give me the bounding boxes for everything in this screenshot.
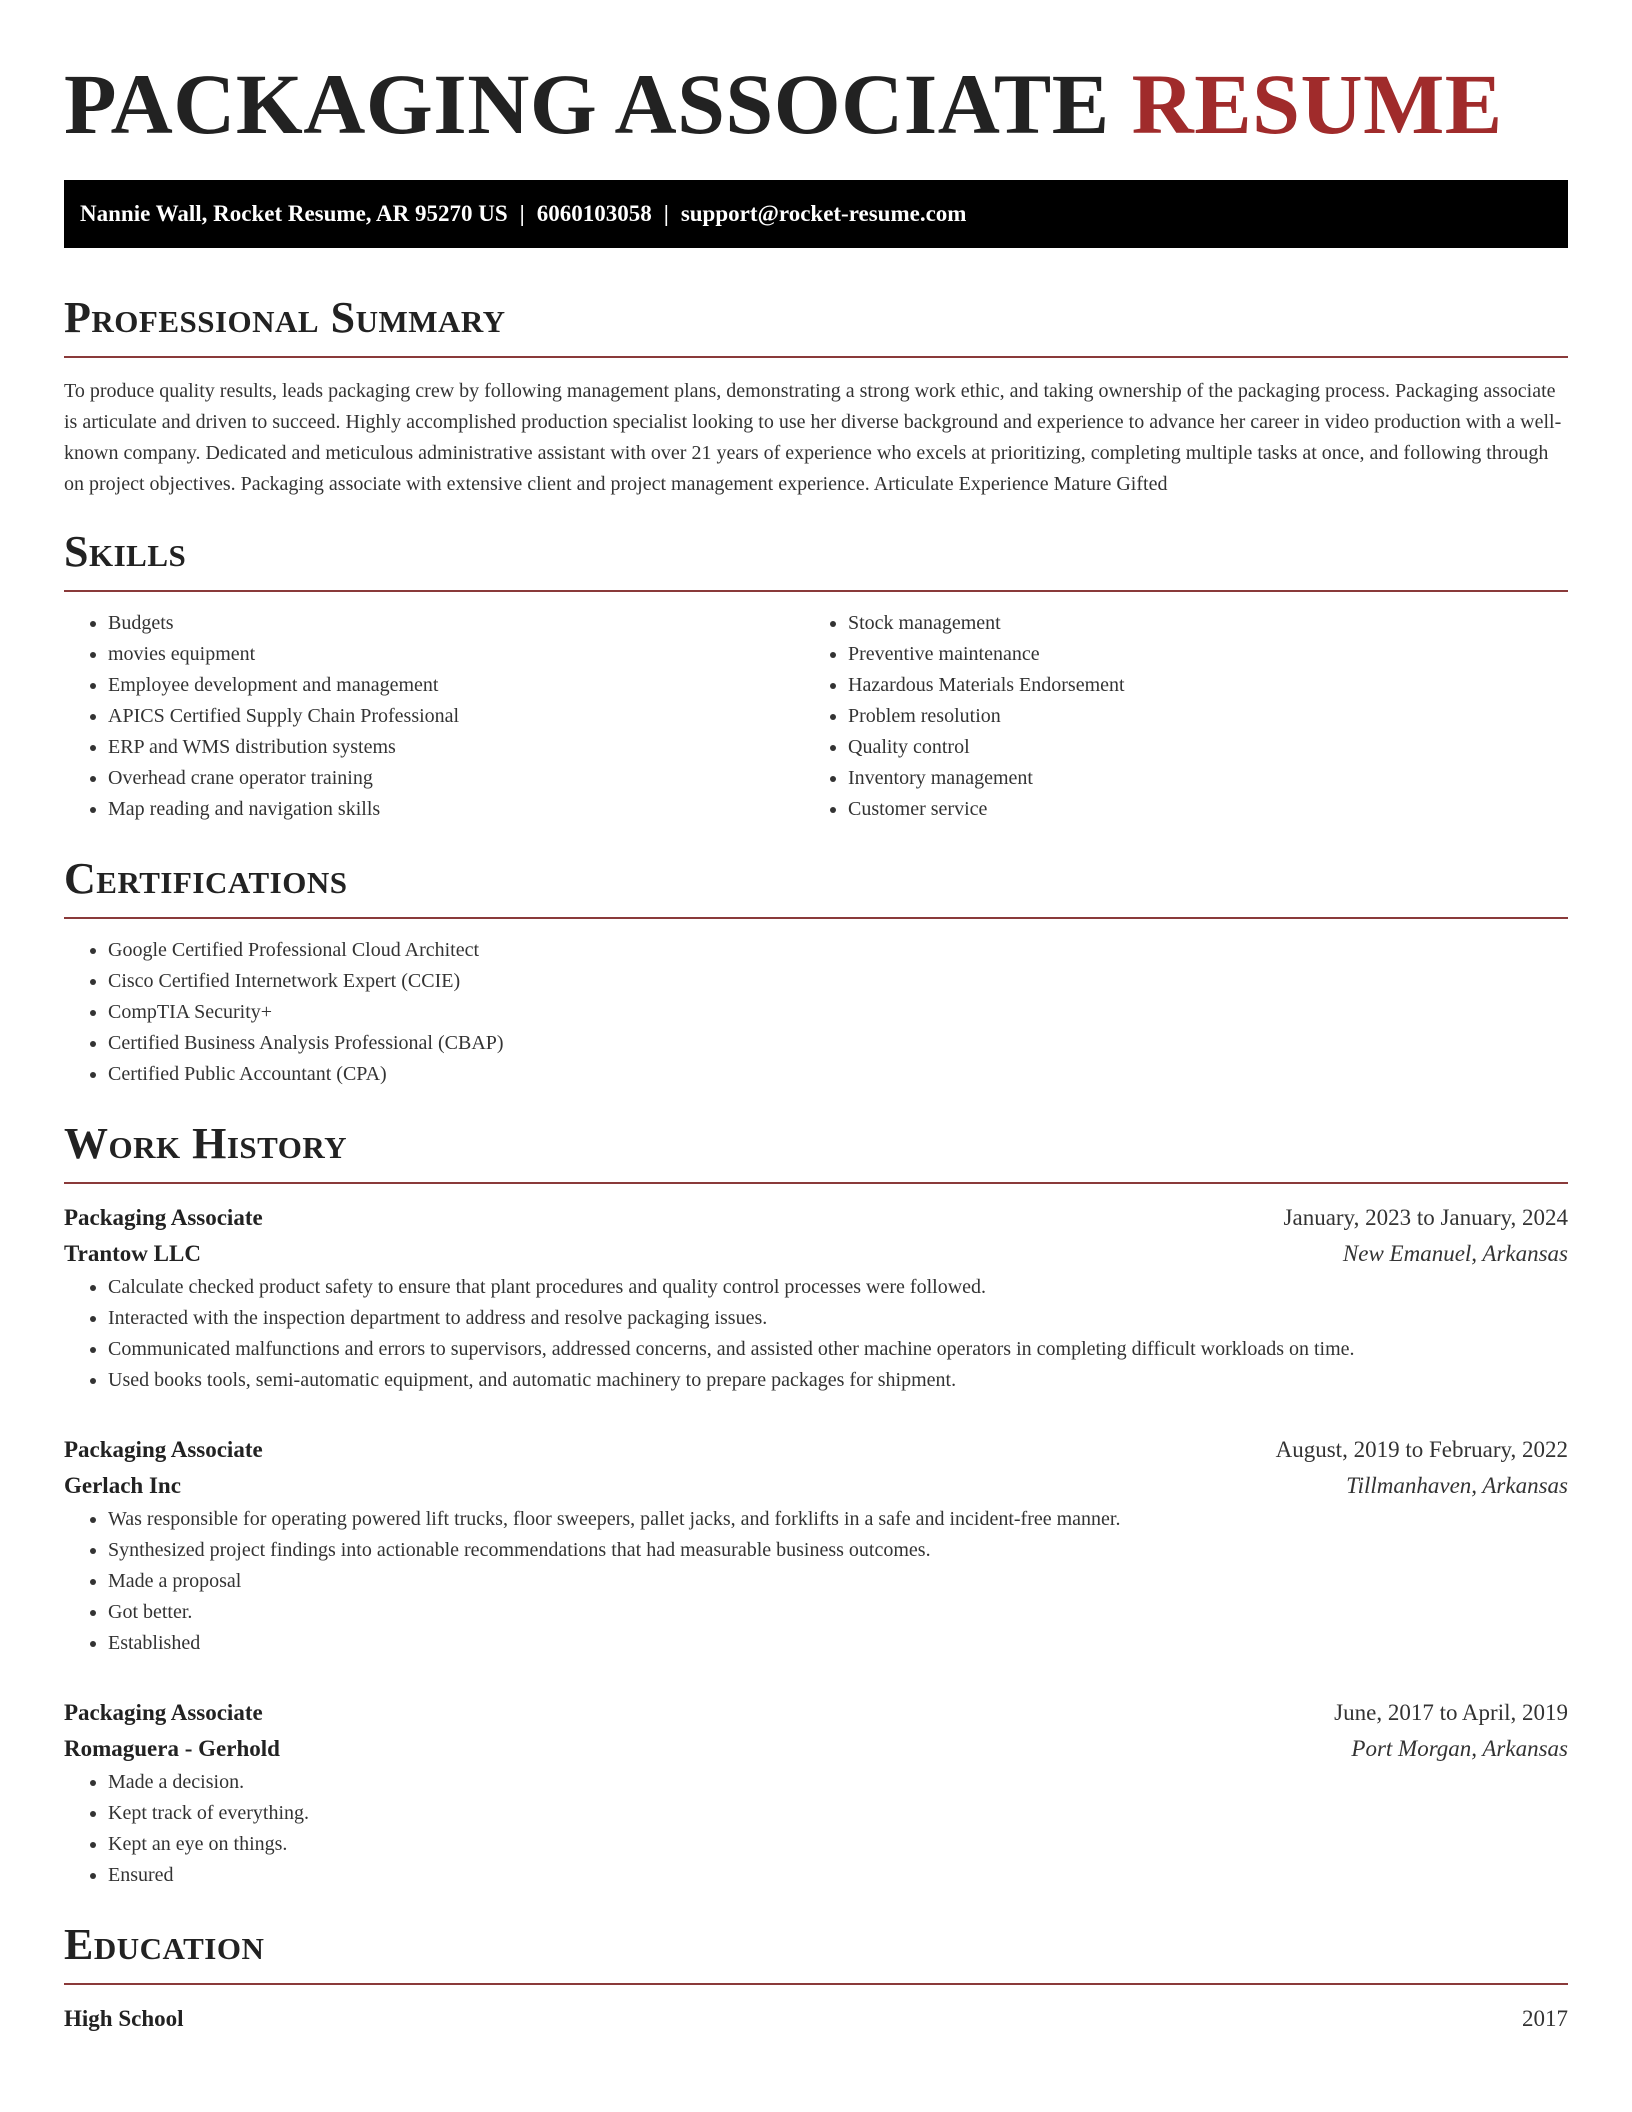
certifications-heading: Certifications <box>64 854 348 903</box>
education-entry <box>64 2001 1568 2037</box>
contact-email: support@rocket-resume.com <box>680 201 967 226</box>
skill-item: • Map reading and navigation skills <box>108 794 804 825</box>
skill-item: • Stock management <box>848 608 1544 639</box>
job-header-row <box>64 1432 1568 1468</box>
job-company: Gerlach Inc <box>64 1473 181 1498</box>
job-title: Packaging Associate <box>64 1437 263 1462</box>
skills-column-left <box>64 608 804 825</box>
certification-item: • Certified Business Analysis Professional (CBAP) <box>108 1028 1568 1059</box>
section-divider <box>64 917 1568 919</box>
summary-text: To produce quality results, leads packaging crew by following management plans, demonstrating a strong work ethic, and taking ownership of the packaging process. Packaging associate is articulate and driven to succeed. Highly accomplished production specialist looking to use her diverse background and experience to advance her career in video production with a well-known company. Dedicated and meticulous administrative assistant with over 21 years of experience who excels at prioritizing, completing multiple tasks at once, and following through on project objectives. Packaging associate with extensive client and project management experience. Articulate Experience Mature Gifted <box>64 380 1562 495</box>
skill-item: • Customer service <box>848 794 1544 825</box>
job-duty: • Kept track of everything. <box>108 1798 1568 1829</box>
certification-item: • Google Certified Professional Cloud Architect <box>108 935 1568 966</box>
skills-section <box>64 526 1568 825</box>
skill-item: • ERP and WMS distribution systems <box>108 732 804 763</box>
job-duties-list <box>64 1767 1568 1891</box>
contact-phone: 6060103058 <box>536 201 652 226</box>
job-title: Packaging Associate <box>64 1700 263 1725</box>
skill-item: • Overhead crane operator training <box>108 763 804 794</box>
title-accent: RESUME <box>1131 56 1503 152</box>
skill-item: • Employee development and management <box>108 670 804 701</box>
job-duty: • Got better. <box>108 1597 1568 1628</box>
job-duty: • Interacted with the inspection department to address and resolve packaging issues. <box>108 1303 1568 1334</box>
section-divider <box>64 590 1568 592</box>
resume-title <box>64 0 1568 152</box>
section-divider <box>64 1983 1568 1985</box>
education-year: 2017 <box>1522 2006 1568 2031</box>
contact-address: Nannie Wall, Rocket Resume, AR 95270 US <box>80 201 508 226</box>
job-header-row <box>64 1200 1568 1236</box>
job-duties-list <box>64 1504 1568 1659</box>
job-duty: • Communicated malfunctions and errors to supervisors, addressed concerns, and assisted other machine operators in completing difficult workloads on time. <box>108 1334 1568 1365</box>
skill-item: • Preventive maintenance <box>848 639 1544 670</box>
job-location: New Emanuel, Arkansas <box>1342 1241 1568 1266</box>
certification-item: • CompTIA Security+ <box>108 997 1568 1028</box>
job-dates: June, 2017 to April, 2019 <box>1334 1700 1568 1725</box>
skills-grid <box>64 608 1568 825</box>
education-header-row <box>64 2001 1568 2037</box>
certification-item: • Cisco Certified Internetwork Expert (CCIE) <box>108 966 1568 997</box>
education-section <box>64 1919 1568 2037</box>
job-duty: • Made a proposal <box>108 1566 1568 1597</box>
job-duty: • Was responsible for operating powered lift trucks, floor sweepers, pallet jacks, and forklifts in a safe and incident-free manner. <box>108 1504 1568 1535</box>
job-duty: • Made a decision. <box>108 1767 1568 1798</box>
skill-item: • Hazardous Materials Endorsement <box>848 670 1544 701</box>
job-duty: • Calculate checked product safety to ensure that plant procedures and quality control processes were followed. <box>108 1272 1568 1303</box>
job-entry <box>64 1695 1568 1891</box>
skill-item: • Quality control <box>848 732 1544 763</box>
certification-item: • Certified Public Accountant (CPA) <box>108 1059 1568 1090</box>
job-company: Trantow LLC <box>64 1241 201 1266</box>
job-entry <box>64 1200 1568 1396</box>
job-duty: • Synthesized project findings into actionable recommendations that had measurable business outcomes. <box>108 1535 1568 1566</box>
job-duty: • Used books tools, semi-automatic equipment, and automatic machinery to prepare packages for shipment. <box>108 1365 1568 1396</box>
summary-section <box>64 292 1568 500</box>
job-duty: • Established <box>108 1628 1568 1659</box>
job-header-row <box>64 1695 1568 1731</box>
job-company-row <box>64 1731 1568 1767</box>
job-company-row <box>64 1236 1568 1272</box>
skill-item: • APICS Certified Supply Chain Professional <box>108 701 804 732</box>
work-history-heading: Work History <box>64 1119 348 1168</box>
contact-bar <box>64 180 1568 248</box>
skills-heading: Skills <box>64 527 187 576</box>
job-dates: January, 2023 to January, 2024 <box>1283 1205 1568 1230</box>
job-title: Packaging Associate <box>64 1205 263 1230</box>
education-heading: Education <box>64 1920 265 1969</box>
summary-heading: Professional Summary <box>64 293 506 342</box>
job-duty: • Kept an eye on things. <box>108 1829 1568 1860</box>
title-main: PACKAGING ASSOCIATE <box>64 56 1110 152</box>
education-degree: High School <box>64 2006 184 2031</box>
job-company: Romaguera - Gerhold <box>64 1736 280 1761</box>
skill-item: • Problem resolution <box>848 701 1544 732</box>
job-company-row <box>64 1468 1568 1504</box>
job-entry <box>64 1432 1568 1659</box>
skills-list-left <box>64 608 804 825</box>
work-history-section <box>64 1118 1568 1891</box>
skills-list-right <box>804 608 1544 825</box>
job-duties-list <box>64 1272 1568 1396</box>
contact-separator: | <box>663 201 669 226</box>
certifications-section <box>64 853 1568 1090</box>
job-location: Port Morgan, Arkansas <box>1351 1736 1568 1761</box>
skill-item: • movies equipment <box>108 639 804 670</box>
job-dates: August, 2019 to February, 2022 <box>1275 1437 1568 1462</box>
skill-item: • Inventory management <box>848 763 1544 794</box>
section-divider <box>64 356 1568 358</box>
skill-item: • Budgets <box>108 608 804 639</box>
contact-separator: | <box>519 201 525 226</box>
section-divider <box>64 1182 1568 1184</box>
certifications-list <box>64 935 1568 1090</box>
job-location: Tillmanhaven, Arkansas <box>1346 1473 1568 1498</box>
job-duty: • Ensured <box>108 1860 1568 1891</box>
resume-page <box>64 0 1568 2037</box>
skills-column-right <box>804 608 1544 825</box>
